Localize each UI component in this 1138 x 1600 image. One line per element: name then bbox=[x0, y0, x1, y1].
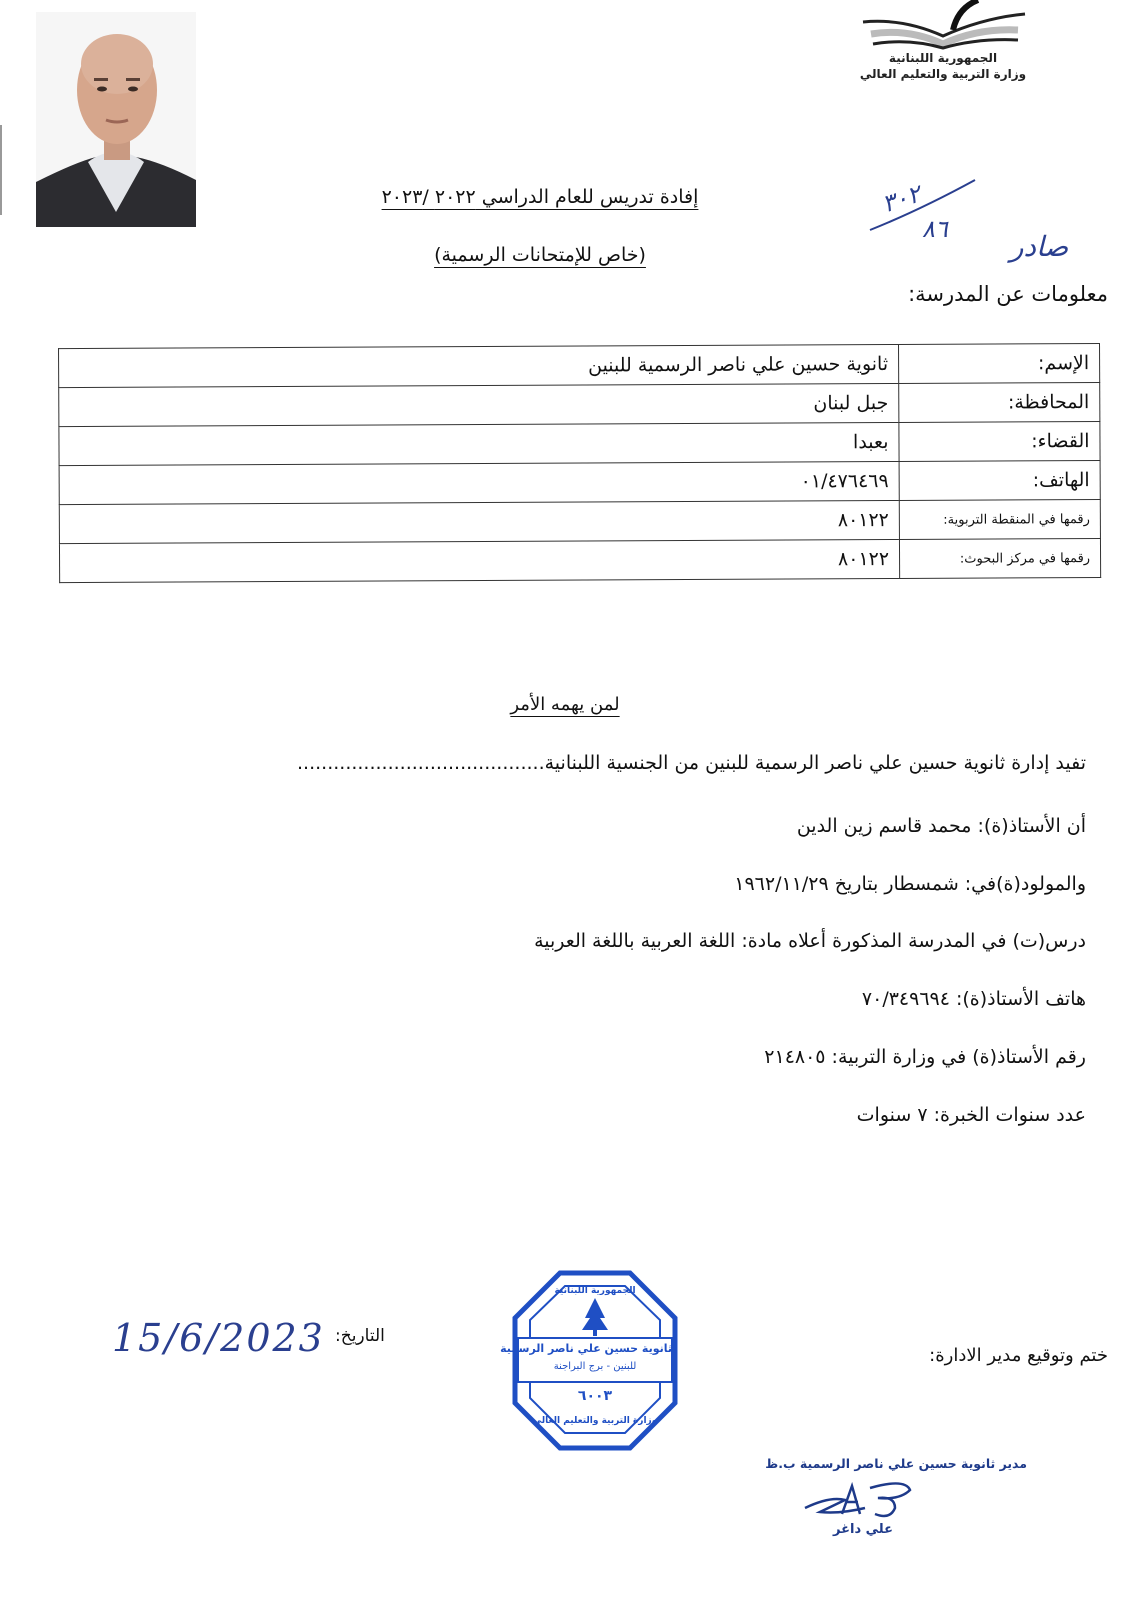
body-line-birth: والمولود(ة)في: شمسطار بتاريخ ١٩٦٢/١١/٢٩ bbox=[734, 873, 1086, 895]
info-label: الإسم: bbox=[899, 344, 1100, 384]
info-value: ٠١/٤٧٦٤٦٩ bbox=[59, 461, 899, 504]
director-signature bbox=[800, 1478, 920, 1528]
school-seal-stamp bbox=[500, 1268, 680, 1453]
info-label: الهاتف: bbox=[899, 461, 1100, 501]
info-label: المحافظة: bbox=[899, 383, 1100, 423]
body-line-school: تفيد إدارة ثانوية حسين علي ناصر الرسمية للبنين من الجنسية اللبنانية......................................... bbox=[297, 752, 1086, 774]
reference-number-bottom: ٨٦ bbox=[922, 215, 948, 243]
seal-bottom-text: وزارة التربية والتعليم العالي bbox=[532, 1416, 658, 1426]
info-label: رقمها في مركز البحوث: bbox=[899, 539, 1100, 579]
info-value: ٨٠١٢٢ bbox=[59, 500, 899, 543]
info-row bbox=[59, 344, 1100, 388]
seal-location: للبنين - برج البراجنة bbox=[553, 1361, 637, 1372]
to-whom-heading: لمن يهمه الأمر bbox=[510, 694, 620, 715]
seal-top-text: الجمهورية اللبنانية bbox=[554, 1286, 636, 1296]
stamp-signature-label: ختم وتوقيع مدير الادارة: bbox=[929, 1345, 1108, 1366]
body-line-ministry-number: رقم الأستاذ(ة) في وزارة التربية: ٢١٤٨٠٥ bbox=[764, 1046, 1086, 1068]
document-title: إفادة تدريس للعام الدراسي ٢٠٢٢ /٢٠٢٣ bbox=[381, 186, 699, 208]
body-line-experience: عدد سنوات الخبرة: ٧ سنوات bbox=[856, 1104, 1086, 1126]
reference-label: صادر bbox=[1010, 230, 1069, 263]
body-line-phone: هاتف الأستاذ(ة): ٧٠/٣٤٩٦٩٤ bbox=[861, 988, 1086, 1010]
body-line-subject: درس(ت) في المدرسة المذكورة أعلاه مادة: اللغة العربية باللغة العربية bbox=[534, 930, 1086, 952]
info-value: ٨٠١٢٢ bbox=[59, 539, 899, 582]
body-line-teacher: أن الأستاذ(ة): محمد قاسم زين الدين bbox=[796, 815, 1086, 837]
teacher-photo bbox=[36, 12, 196, 227]
info-value: جبل لبنان bbox=[59, 383, 899, 426]
director-title: مدير ثانوية حسين علي ناصر الرسمية ب.ظ bbox=[765, 1456, 1027, 1471]
info-row bbox=[59, 539, 1100, 583]
handwritten-reference bbox=[860, 175, 1110, 280]
handwritten-date: 15/6/2023 bbox=[112, 1316, 325, 1360]
seal-number: ٦٠٠٣ bbox=[577, 1388, 613, 1404]
date-label: التاريخ: bbox=[335, 1326, 385, 1346]
info-value: بعبدا bbox=[59, 422, 899, 465]
ministry-logo bbox=[838, 0, 1048, 95]
info-value: ثانوية حسين علي ناصر الرسمية للبنين bbox=[59, 344, 899, 387]
director-name: علي داغر bbox=[833, 1522, 893, 1537]
republic-name: الجمهورية اللبنانية bbox=[888, 51, 998, 65]
school-info-heading: معلومات عن المدرسة: bbox=[908, 282, 1108, 306]
info-row bbox=[59, 500, 1100, 544]
ministry-name: وزارة التربية والتعليم العالي bbox=[859, 67, 1027, 81]
open-book-icon bbox=[853, 0, 1033, 50]
reference-number-top: ٣٠٢ bbox=[878, 179, 925, 219]
info-row bbox=[59, 422, 1100, 466]
scan-edge-mark bbox=[0, 125, 2, 215]
info-label: القضاء: bbox=[899, 422, 1100, 462]
info-row bbox=[59, 461, 1100, 505]
seal-school-name: ثانوية حسين علي ناصر الرسمية bbox=[500, 1342, 672, 1355]
info-label: رقمها في المنقطة التربوية: bbox=[899, 500, 1100, 540]
info-row bbox=[59, 383, 1100, 427]
school-info-table bbox=[58, 343, 1101, 583]
document-subtitle: (خاص للإمتحانات الرسمية) bbox=[434, 244, 646, 266]
